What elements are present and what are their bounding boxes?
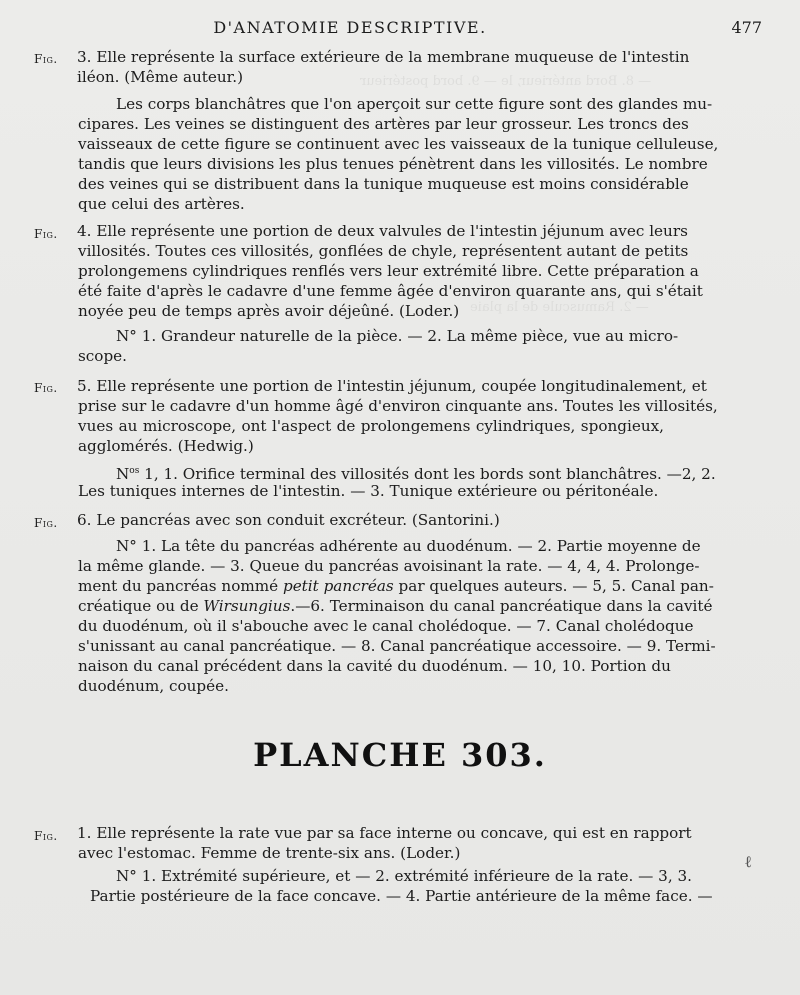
text-line: N° 1. Extrémité supérieure, et — 2. extrémité inférieure de la rate. — 3, 3. — [116, 867, 692, 885]
text-line: noyée peu de temps après avoir déjeûné. (Loder.) — [78, 302, 460, 320]
text-line: $N^{os}$ 1, 1. Orifice terminal des villosités dont les bords sont blanchâtres. —2, 2. — [116, 465, 716, 484]
running-title: D'ANATOMIE DESCRIPTIVE. — [213, 18, 487, 37]
text-line: été faite d'après le cadavre d'une femme âgée d'environ quarante ans, qui s'était — [78, 282, 703, 300]
text-line: villosités. Toutes ces villosités, gonflées de chyle, représentent autant de petits — [78, 242, 689, 260]
text-line: 3. Elle représente la surface extérieure de la membrane muqueuse de l'intestin — [77, 48, 690, 66]
text-line: du duodénum, où il s'abouche avec le canal cholédoque. — 7. Canal cholédoque — [78, 617, 694, 635]
text-line: duodénum, coupée. — [78, 677, 229, 695]
text-line: avec l'estomac. Femme de trente-six ans. (Loder.) — [78, 844, 461, 862]
figure-label: Fig. — [34, 52, 58, 66]
text-line: s'unissant au canal pancréatique. — 8. Canal pancréatique accessoire. — 9. Termi- — [78, 637, 716, 655]
text-line: N° 1. La tête du pancréas adhérente au duodénum. — 2. Partie moyenne de — [116, 537, 701, 555]
text-line: 4. Elle représente une portion de deux valvules de l'intestin jéjunum avec leurs — [77, 222, 688, 240]
text-line: tandis que leurs divisions les plus tenues pénètrent dans les villosités. Le nombre — [78, 155, 708, 173]
text-line: cipares. Les veines se distinguent des artères par leur grosseur. Les troncs des — [78, 115, 689, 133]
page-header — [0, 18, 800, 40]
text-line: la même glande. — 3. Queue du pancréas avoisinant la rate. — 4, 4, 4. Prolonge- — [78, 557, 700, 575]
page-number: 477 — [731, 18, 762, 37]
text-line: naison du canal précédent dans la cavité du duodénum. — 10, 10. Portion du — [78, 657, 671, 675]
figure-label: Fig. — [34, 516, 58, 530]
text-line: Partie postérieure de la face concave. — 4. Partie antérieure de la même face. — — [90, 887, 713, 905]
show-through: — 8. Bord antérieur, le — 9. bord postérieur — [360, 74, 652, 89]
text-line: scope. — [78, 347, 127, 365]
text-line: prise sur le cadavre d'un homme âgé d'environ cinquante ans. Toutes les villosités, — [78, 397, 718, 415]
figure-label: Fig. — [34, 227, 58, 241]
figure-label: Fig. — [34, 829, 58, 843]
text-line: 1. Elle représente la rate vue par sa face interne ou concave, qui est en rapport — [77, 824, 692, 842]
text-line: ment du pancréas nommé petit pancréas par quelques auteurs. — 5, 5. Canal pan- — [78, 577, 714, 595]
figure-label: Fig. — [34, 381, 58, 395]
text-line: 6. Le pancréas avec son conduit excréteur. (Santorini.) — [77, 511, 500, 529]
text-line: iléon. (Même auteur.) — [77, 68, 244, 86]
text-line: prolongemens cylindriques renflés vers leur extrémité libre. Cette préparation a — [78, 262, 699, 280]
text-line: des veines qui se distribuent dans la tunique muqueuse est moins considérable — [78, 175, 689, 193]
text-line: Les tuniques internes de l'intestin. — 3. Tunique extérieure ou péritonéale. — [78, 482, 659, 500]
text-line: agglomérés. (Hedwig.) — [78, 437, 254, 455]
margin-mark: ℓ — [744, 852, 752, 871]
text-line: Les corps blanchâtres que l'on aperçoit sur cette figure sont des glandes mu- — [116, 95, 713, 113]
text-line: créatique ou de Wirsungius.—6. Terminaison du canal pancréatique dans la cavité — [78, 597, 713, 615]
text-line: vaisseaux de cette figure se continuent avec les vaisseaux de la tunique celluleuse, — [78, 135, 719, 153]
text-line: 5. Elle représente une portion de l'intestin jéjunum, coupée longitudinalement, et — [77, 377, 707, 395]
text-line: N° 1. Grandeur naturelle de la pièce. — 2. La même pièce, vue au micro- — [116, 327, 679, 345]
plate-title: PLANCHE 303. — [253, 736, 547, 774]
text-line: que celui des artères. — [78, 195, 245, 213]
show-through: — 2. Ramuscule de la plaie — [470, 300, 649, 315]
text-line: vues au microscope, ont l'aspect de prolongemens cylindriques, spongieux, — [78, 417, 664, 435]
